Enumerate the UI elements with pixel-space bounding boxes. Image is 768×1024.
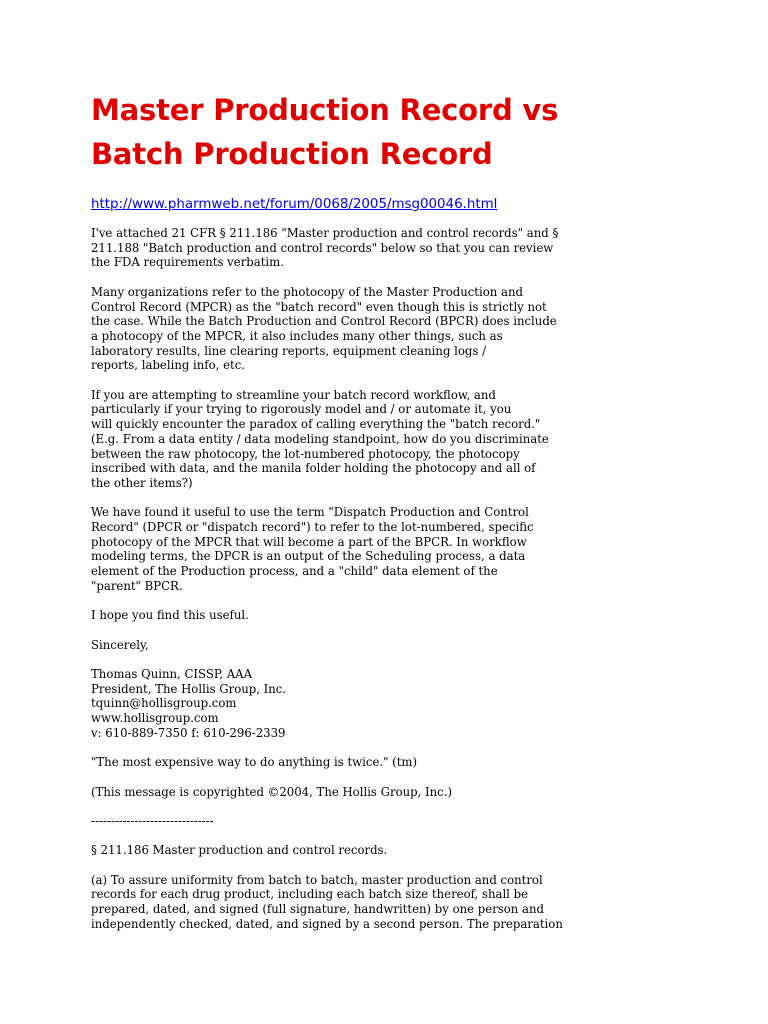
section-heading-211-186: § 211.186 Master production and control records.: [91, 843, 388, 858]
document-page: [91, 88, 731, 946]
paragraph-sincerely: Sincerely,: [91, 637, 149, 652]
paragraph-mpcr-explanation: Many organizations refer to the photocopy of the Master Production and Control Record (MPCR) as the "batch record" even though this is strictly not the case. While the Batch Production and Control Record (BPCR) does include a photocopy of the MPCR, it also includes many other things, such as laboratory results, line clearing reports, equipment cleaning logs / reports, labeling info, etc.: [91, 284, 557, 373]
document-title: [91, 88, 731, 176]
signature-block: Thomas Quinn, CISSP, AAA President, The Hollis Group, Inc. tquinn@hollisgroup.com www.hollisgroup.com v: 610-889-7350 f: 610-296-2339: [91, 667, 287, 740]
paragraph-quote: "The most expensive way to do anything is twice." (tm): [91, 755, 418, 770]
separator-line: -------------------------------: [91, 813, 214, 828]
paragraph-dpcr: We have found it useful to use the term "Dispatch Production and Control Record" (DPCR or "dispatch record") to refer to the lot-numbered, specific photocopy of the MPCR that will become a part of the BPCR. In workflow modeling terms, the DPCR is an output of the Scheduling process, a data element of the Production process, and a "child" data element of the "parent" BPCR.: [91, 505, 534, 593]
title-line-1: Master Production Record vs: [91, 93, 559, 127]
paragraph-copyright: (This message is copyrighted ©2004, The Hollis Group, Inc.): [91, 784, 453, 799]
source-link[interactable]: http://www.pharmweb.net/forum/0068/2005/msg00046.html: [91, 197, 498, 212]
title-line-2: Batch Production Record: [91, 137, 493, 171]
paragraph-intro: I've attached 21 CFR § 211.186 "Master production and control records" and § 211.188 "Batch production and control records" below so that you can review the FDA requirements verbatim.: [91, 226, 559, 270]
paragraph-section-a: (a) To assure uniformity from batch to batch, master production and control records for each drug product, including each batch size thereof, shall be prepared, dated, and signed (full signature, handwritten) by one person and independently checked, dated, and signed by a second person. The preparation: [91, 872, 563, 931]
paragraph-workflow: If you are attempting to streamline your batch record workflow, and particularly if your trying to rigorously model and / or automate it, you will quickly encounter the paradox of calling everything the "batch record." (E.g. From a data entity / data modeling standpoint, how do you discriminate between the raw photocopy, the lot-numbered photocopy, the photocopy inscribed with data, and the manila folder holding the photocopy and all of the other items?): [91, 387, 549, 490]
paragraph-closing: I hope you find this useful.: [91, 608, 249, 623]
document-body: [91, 226, 731, 932]
